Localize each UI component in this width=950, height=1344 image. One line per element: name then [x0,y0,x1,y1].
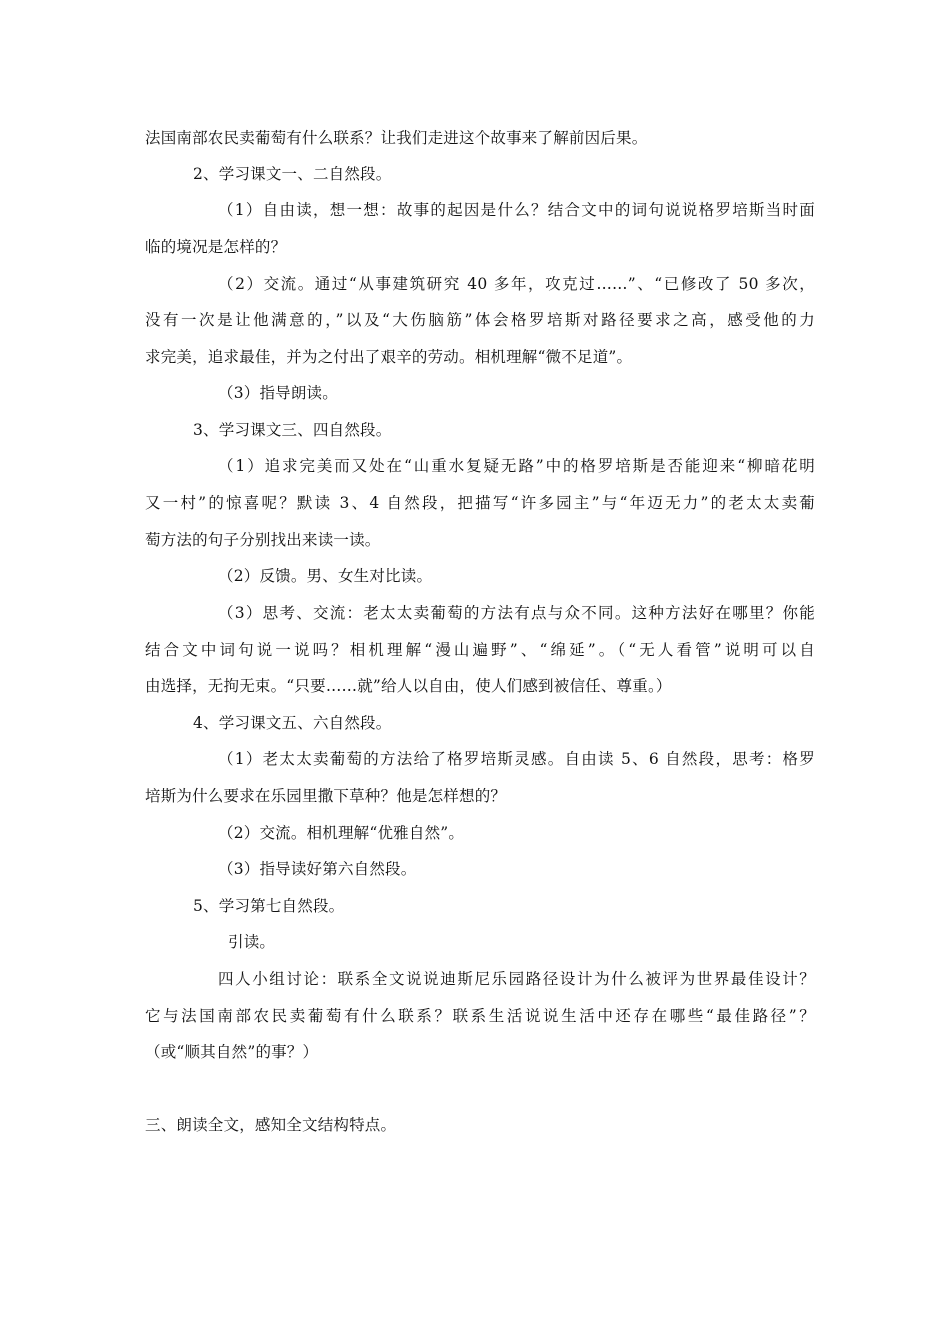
paragraph-line: （2）交流。通过“从事建筑研究 40 多年，攻克过……”、“已修改了 50 多次， [218,275,815,293]
paragraph-line: （或“顺其自然”的事？） [145,1043,319,1061]
paragraph-line: （2）交流。相机理解“优雅自然”。 [218,824,465,842]
paragraph-line: 没有一次是让他满意的，”以及“大伤脑筋”体会格罗培斯对路径要求之高，感受他的力 [145,311,815,329]
paragraph-line: （2）反馈。男、女生对比读。 [218,567,433,585]
paragraph-line: 求完美，追求最佳，并为之付出了艰辛的劳动。相机理解“微不足道”。 [145,348,633,366]
paragraph-line: （3）指导读好第六自然段。 [218,860,417,878]
section-heading: 2、学习课文一、二自然段。 [193,165,392,183]
paragraph-line: 萄方法的句子分别找出来读一读。 [145,531,381,549]
paragraph-line: 法国南部农民卖葡萄有什么联系？让我们走进这个故事来了解前因后果。 [145,129,648,147]
paragraph-line: 培斯为什么要求在乐园里撒下草种？他是怎样想的？ [145,787,507,805]
paragraph-line: 引读。 [228,933,276,951]
paragraph-line: 它与法国南部农民卖葡萄有什么联系？联系生活说说生活中还存在哪些“最佳路径”？ [145,1007,815,1025]
section-heading: 3、学习课文三、四自然段。 [193,421,392,439]
paragraph-line: （1）追求完美而又处在“山重水复疑无路”中的格罗培斯是否能迎来“柳暗花明 [218,457,815,475]
paragraph-line: 四人小组讨论：联系全文说说迪斯尼乐园路径设计为什么被评为世界最佳设计？ [218,970,815,988]
paragraph-line: （3）思考、交流：老太太卖葡萄的方法有点与众不同。这种方法好在哪里？你能 [218,604,815,622]
paragraph-line: 临的境况是怎样的？ [145,238,287,256]
section-heading: 5、学习第七自然段。 [193,897,345,915]
section-heading: 三、朗读全文，感知全文结构特点。 [145,1116,397,1134]
paragraph-line: （1）自由读，想一想：故事的起因是什么？结合文中的词句说说格罗培斯当时面 [218,201,815,219]
section-heading: 4、学习课文五、六自然段。 [193,714,392,732]
paragraph-line: 结合文中词句说一说吗？相机理解“漫山遍野”、“绵延”。（“无人看管”说明可以自 [145,641,815,659]
paragraph-line: （1）老太太卖葡萄的方法给了格罗培斯灵感。自由读 5、6 自然段，思考：格罗 [218,750,815,768]
paragraph-line: 又一村”的惊喜呢？默读 3、4 自然段，把描写“许多园主”与“年迈无力”的老太太卖葡 [145,494,815,512]
paragraph-line: 由选择，无拘无束。“只要……就”给人以自由，使人们感到被信任、尊重。） [145,677,672,695]
paragraph-line: （3）指导朗读。 [218,384,338,402]
